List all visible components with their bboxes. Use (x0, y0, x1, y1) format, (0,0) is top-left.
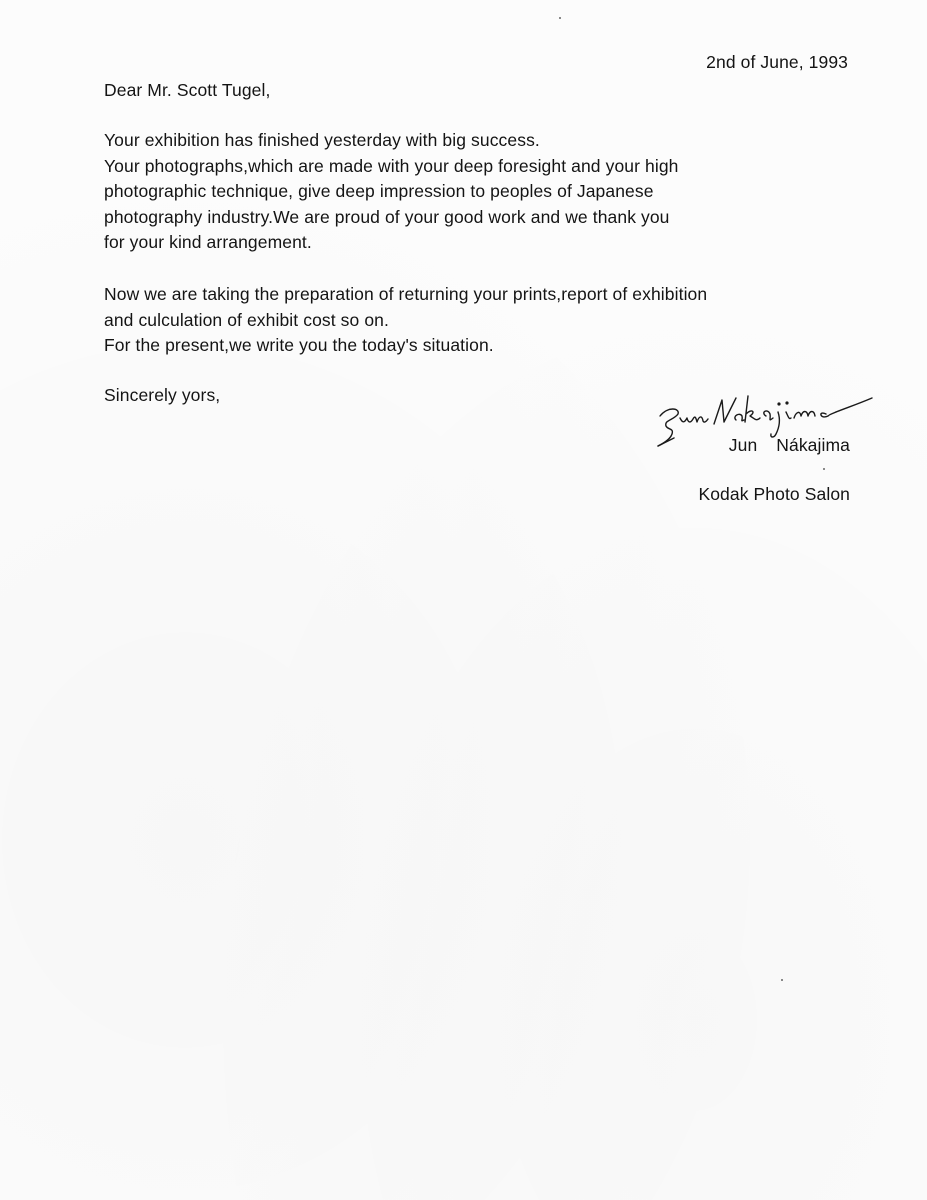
signer-name: Jun Nákajima (728, 435, 850, 455)
organization-name: Kodak Photo Salon (698, 484, 850, 504)
closing: Sincerely yors, (104, 385, 221, 405)
paragraph-line: photography industry.We are proud of your good work and we thank you (104, 206, 670, 227)
paragraph-line: photographic technique, give deep impression to peoples of Japanese (104, 181, 654, 201)
paragraph-line: for your kind arrangement. (104, 232, 312, 252)
letter-date: 2nd of June, 1993 (706, 52, 848, 72)
paragraph-line: Now we are taking the preparation of returning your prints,report of exhibition (104, 284, 708, 304)
body-paragraph-2 (104, 282, 707, 359)
paragraph-line: Your exhibition has finished yesterday with big success. (104, 130, 540, 150)
paragraph-line: Your photographs,which are made with your deep foresight and your high (104, 155, 679, 176)
paragraph-line: and culculation of exhibit cost so on. (104, 309, 389, 330)
paragraph-line: For the present,we write you the today's situation. (104, 335, 494, 355)
salutation: Dear Mr. Scott Tugel, (104, 80, 271, 100)
paper-speck (823, 468, 825, 470)
paper-speck (559, 17, 561, 19)
paper-speck (781, 979, 783, 981)
body-paragraph-1 (104, 128, 679, 256)
